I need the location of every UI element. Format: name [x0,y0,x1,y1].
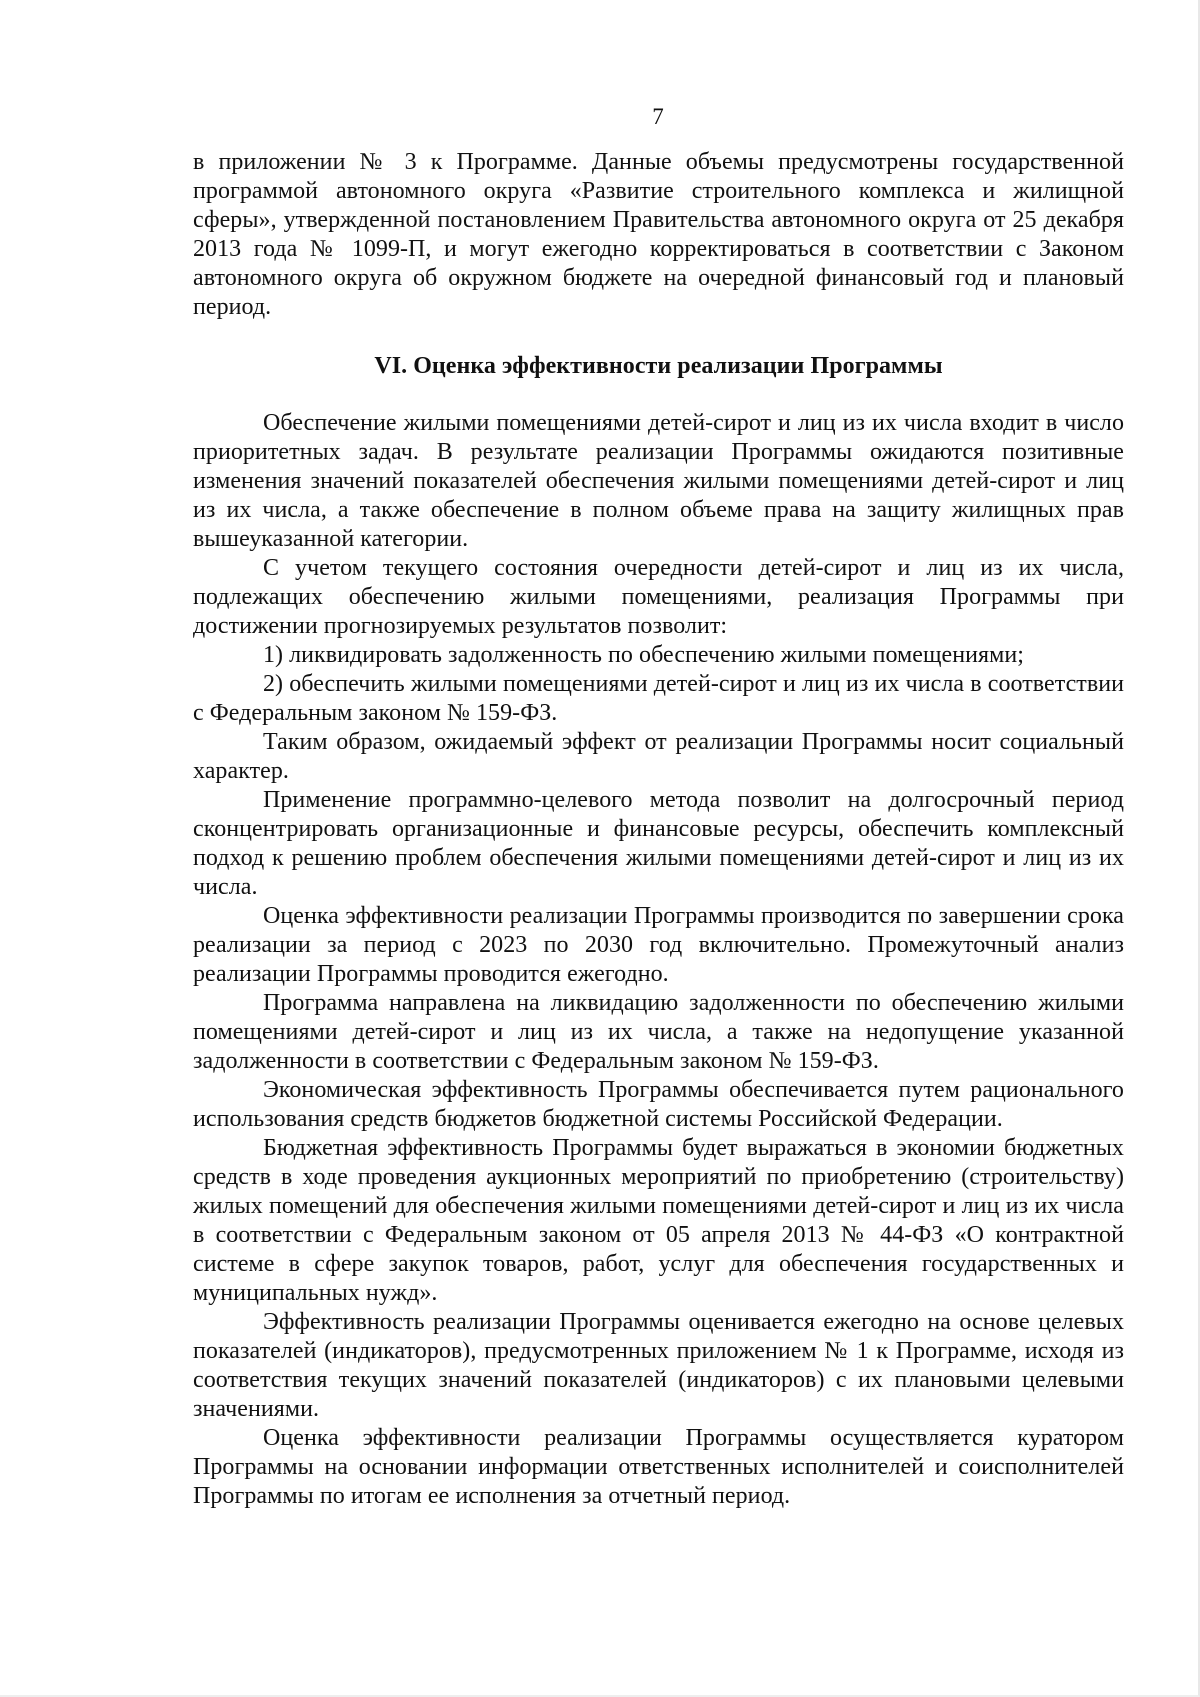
paragraph-indicators: Эффективность реализации Программы оценивается ежегодно на основе целевых показателей (индикаторов), предусмотренных приложением № 1 к Программе, исходя из соответствия текущих значений показателей (индикаторов) с их плановыми целевыми значениями. [193,1309,1124,1422]
document-body [193,148,1124,1511]
list-item-2: 2) обеспечить жилыми помещениями детей-сирот и лиц из их числа в соответствии с Федеральным законом № 159-ФЗ. [193,671,1124,726]
paragraph-program-direction: Программа направлена на ликвидацию задолженности по обеспечению жилыми помещениями детей-сирот и лиц из их числа, а также на недопущение указанной задолженности в соответствии с Федеральным законом № 159-ФЗ. [193,990,1124,1074]
page-number: 7 [652,104,664,129]
paragraph-priority: Обеспечение жилыми помещениями детей-сирот и лиц из их числа входит в число приоритетных задач. В результате реализации Программы ожидаются позитивные изменения значений показателей обеспечения жилыми помещениями детей-сирот и лиц из их числа, а также обеспечение в полном объеме права на защиту жилищных прав вышеуказанной категории. [193,410,1124,552]
section-heading: VI. Оценка эффективности реализации Программы [374,353,943,379]
paragraph-economic-efficiency: Экономическая эффективность Программы обеспечивается путем рационального использования средств бюджетов бюджетной системы Российской Федерации. [193,1077,1124,1132]
list-item-1: 1) ликвидировать задолженность по обеспечению жилыми помещениями; [263,642,1024,668]
paragraph-social-effect: Таким образом, ожидаемый эффект от реализации Программы носит социальный характер. [193,729,1124,784]
intro-paragraph: в приложении № 3 к Программе. Данные объемы предусмотрены государственной программой автономного округа «Развитие строительного комплекса и жилищной сферы», утвержденной постановлением Правительства автономного округа от 25 декабря 2013 года № 1099-П, и могут ежегодно корректироваться в соответствии с Законом автономного округа об окружном бюджете на очередной финансовый год и плановый период. [193,149,1124,320]
paragraph-program-method: Применение программно-целевого метода позволит на долгосрочный период сконцентрировать организационные и финансовые ресурсы, обеспечить комплексный подход к решению проблем обеспечения жилыми помещениями детей-сирот и лиц из их числа. [193,787,1124,900]
paragraph-curator-evaluation: Оценка эффективности реализации Программы осуществляется куратором Программы на основании информации ответственных исполнителей и соисполнителей Программы по итогам ее исполнения за отчетный период. [193,1425,1124,1509]
paragraph-queue-state: С учетом текущего состояния очередности детей-сирот и лиц из их числа, подлежащих обеспечению жилыми помещениями, реализация Программы при достижении прогнозируемых результатов позволит: [193,555,1124,639]
paragraph-evaluation-period: Оценка эффективности реализации Программы производится по завершении срока реализации за период с 2023 по 2030 год включительно. Промежуточный анализ реализации Программы проводится ежегодно. [193,903,1124,987]
paragraph-budget-efficiency: Бюджетная эффективность Программы будет выражаться в экономии бюджетных средств в ходе проведения аукционных мероприятий по приобретению (строительству) жилых помещений для обеспечения жилыми помещениями детей-сирот и лиц из их числа в соответствии с Федеральным законом от 05 апреля 2013 № 44-ФЗ «О контрактной системе в сфере закупок товаров, работ, услуг для обеспечения государственных и муниципальных нужд». [193,1135,1124,1306]
